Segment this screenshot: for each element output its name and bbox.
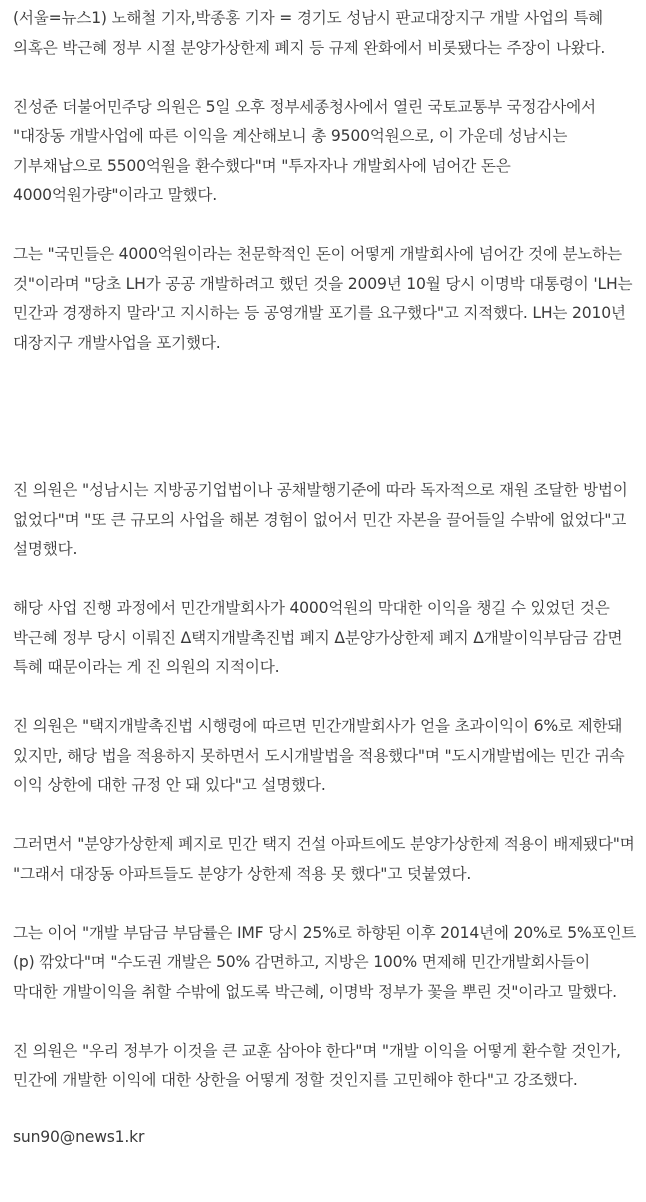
article-paragraph: 진성준 더불어민주당 의원은 5일 오후 정부세종청사에서 열린 국토교통부 국정감사에서 "대장동 개발사업에 따른 이익을 계산해보니 총 9500억원으로, 이 가운데 성남시는 기부채납으로 5500억원을 환수했다"며 "투자자나 개발회사에 넘어간 돈은 4000억원가량"이라고 말했다. [13, 97, 596, 204]
article-paragraph: 해당 사업 진행 과정에서 민간개발회사가 4000억원의 막대한 이익을 챙길 수 있었던 것은 박근혜 정부 당시 이뤄진 Δ택지개발촉진법 폐지 Δ분양가상한제 폐지 Δ개발이익부담금 감면 특혜 때문이라는 게 진 의원의 지적이다. [13, 599, 623, 676]
article-paragraph: (서울=뉴스1) 노해철 기자,박종홍 기자 = 경기도 성남시 판교대장지구 개발 사업의 특혜 의혹은 박근혜 정부 시절 분양가상한제 폐지 등 규제 완화에서 비롯됐다는 주장이 나왔다. [13, 9, 606, 57]
article-paragraph: 진 의원은 "성남시는 지방공기업법이나 공채발행기준에 따라 독자적으로 재원 조달한 방법이 없었다"며 "또 큰 규모의 사업을 해본 경험이 없어서 민간 자본을 끌어들일 수밖에 없었다"고 설명했다. [13, 481, 628, 558]
byline-email: sun90@news1.kr [13, 1128, 145, 1146]
article-paragraph: 그러면서 "분양가상한제 폐지로 민간 택지 건설 아파트에도 분양가상한제 적용이 배제됐다"며 "그래서 대장동 아파트들도 분양가 상한제 적용 못 했다"고 덧붙였다. [13, 835, 635, 883]
article-paragraph: 진 의원은 "택지개발촉진법 시행령에 따르면 민간개발회사가 얻을 초과이익이 6%로 제한돼 있지만, 해당 법을 적용하지 못하면서 도시개발법을 적용했다"며 "도시개발법에는 민간 귀속 이익 상한에 대한 규정 안 돼 있다"고 설명했다. [13, 717, 625, 794]
article-body [13, 4, 638, 1153]
article-paragraph: 진 의원은 "우리 정부가 이것을 큰 교훈 삼아야 한다"며 "개발 이익을 어떻게 환수할 것인가, 민간에 개발한 이익에 대한 상한을 어떻게 정할 것인지를 고민해야 한다"고 강조했다. [13, 1041, 621, 1089]
article-paragraph: 그는 이어 "개발 부담금 부담률은 IMF 당시 25%로 하향된 이후 2014년에 20%로 5%포인트(p) 깎았다"며 "수도권 개발은 50% 감면하고, 지방은 100% 면제해 민간개발회사들이 막대한 개발이익을 취할 수밖에 없도록 박근혜, 이명박 정부가 꽃을 뿌린 것"이라고 말했다. [13, 923, 637, 1001]
article-paragraph: 그는 "국민들은 4000억원이라는 천문학적인 돈이 어떻게 개발회사에 넘어간 것에 분노하는 것"이라며 "당초 LH가 공공 개발하려고 했던 것을 2009년 10월 당시 이명박 대통령이 'LH는 민간과 경쟁하지 말라'고 지시하는 등 공영개발 포기를 요구했다"고 지적했다. LH는 2010년 대장지구 개발사업을 포기했다. [13, 245, 633, 352]
